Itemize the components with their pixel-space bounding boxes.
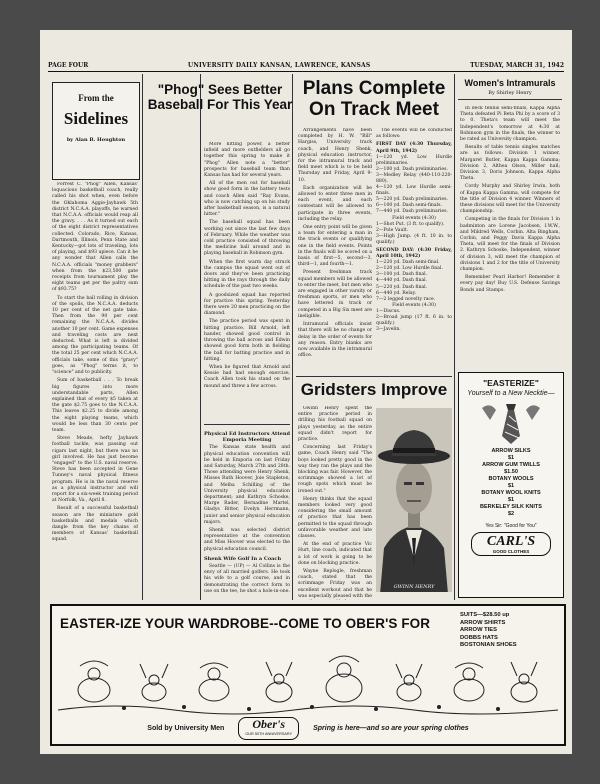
golf-headline: Shenk Wife Golf In a Coach bbox=[204, 555, 282, 562]
sidelines-paragraph: Forrest C. "Phog" Allen, Kansas' loquacious basketball coach, really called his shot when, even before the Oklahoma Aggie-Jayhawk 5th district N.C.A.A. playoffs, he warned that N.C.A.A. officials would reap all the gravy. . . . As it turned out each of the eight district representatives collected. Colorado, Rice, Kansas, Dartmouth, Illinois, Penn State and Kentucky—got lots of traveling, lots of playing, and $93 apiece. Can it be any wonder that Allen calls the N.C.A.A. officials "money grabbers" when from the $23,500 gate receipts from tournament play the eight teams get per the paltry sum of $93.75? bbox=[52, 182, 138, 293]
carls-item-name: BERKELEY SILK KNITS bbox=[480, 504, 542, 510]
phog-paragraph: A goodsized squad has reported for practice this spring. Yesterday there were 20 men practicing on the diamond. bbox=[204, 292, 290, 317]
section-rule bbox=[204, 424, 290, 425]
events-intro: The events will be conducted as follows: bbox=[376, 128, 452, 140]
obers-footer-right: Spring is here—and so are your spring clothes bbox=[313, 724, 469, 732]
newspaper-page bbox=[40, 30, 572, 754]
phog-paragraph: The practice period was spent in hitting practice. Bill Arnold, left hander, showed good control in throwing the ball across and Edwin showed good form both in fielding the ball for batting practice and in hitting. bbox=[204, 319, 290, 362]
header-rule bbox=[48, 71, 564, 72]
phys-ed-column bbox=[204, 428, 290, 600]
carls-tagline: Yes Sir: "Good for You" bbox=[485, 523, 537, 529]
carls-item-name: ARROW GUM TWILLS bbox=[482, 462, 540, 468]
women-paragraph: Results of table tennis singles matches are as follows: Division 1 winner, Margaret Butler, Kappa Kappa Gamma; Division 2, Althea Olson, Miller hall; Division 3, Doris Johnson, Kappa Alpha Theta. bbox=[460, 145, 560, 182]
event-item: Field events (4:30) bbox=[392, 215, 436, 221]
sidelines-paragraph: Sum of basketball . . . To break big figures into more understandable parts, Allen explained that of every $5 taken at the gate $2.75 goes to the N.C.A.A. This leaves $2.25 to divide among the eight playing teams, which would be less than 30 cents per team. bbox=[52, 378, 138, 433]
gridsters-column bbox=[298, 406, 372, 600]
event-item: Field events (4:30) bbox=[392, 302, 436, 308]
event-item: 7—2 legged novelty race. bbox=[376, 296, 436, 302]
track-paragraph: Present freshman track squad members will be allowed to enter the meet, but men who are engaged in other varsity or freshman sports, or men who have lettered in track or competed in a Big Six meet are ineligible. bbox=[298, 270, 372, 319]
women-byline: By Shirley Henry bbox=[488, 90, 532, 96]
women-paragraph: Cordy Murphy and Shirley Irwin, both of Kappa Kappa Gamma, will compete for the title of Division 4 winner. Winners of these divisions will meet for the University championship. bbox=[460, 184, 560, 215]
carls-item-name: BOTANY WOOLS bbox=[488, 476, 534, 482]
event-item: 7—440 yd. Dash preliminaries. bbox=[376, 209, 448, 215]
event-item: 1—Discus. bbox=[376, 308, 401, 314]
track-paragraph: Each organization will be allowed to enter three men in each event, and each contestant will be allowed to participate in three events, including the relay. bbox=[298, 185, 372, 222]
obers-brand-sub: OUR 50TH ANNIVERSARY bbox=[245, 731, 293, 736]
phys-ed-paragraph: The Kansas state health and physical education convention will be held in Emporia on last Friday and Saturday, March 27th and 28th. Those attending were Henry Shenk, Misses Ruth Hoover, Joie Stapleton, and Melba Schilling of the University physical education department; and Kathryn Schoske, Marge Rader, Bernadine Martel, Gladys Bitter, Evelyn Herrmann, junior and senior physical education majors. bbox=[204, 445, 290, 525]
carls-ad bbox=[458, 372, 564, 598]
gridsters-headline: Gridsters Improve bbox=[300, 380, 448, 399]
column-divider bbox=[292, 74, 293, 600]
track-paragraph: Intramural officials insist that there will be no change or delay in the order of events for any reason. Entry blanks are now available in the intramural office. bbox=[298, 322, 372, 359]
day2-heading: SECOND DAY: (4:30 Friday, April 10th, 1942) bbox=[376, 248, 452, 260]
phys-ed-headline: Physical Ed Instructors Attend Emporia Meeting bbox=[204, 431, 290, 444]
sidelines-title-top: From the bbox=[78, 93, 114, 103]
obers-item: SUITS—$28.50 up bbox=[460, 612, 510, 618]
phog-paragraph: More hitting power, a better infield and more outfielders all go together this spring to make it "Phog" Allen note a "better" prospects for baseball team than Kansas has had for several years. bbox=[204, 142, 290, 179]
carls-item-price: $1 bbox=[507, 497, 515, 503]
obers-item: ARROW TIES bbox=[460, 627, 498, 634]
sidelines-paragraph: To start the ball rolling in division of the spoils, the N.C.A.A. deducts 10 per cent of the net gate take. Then from the 90 per cent remaining the N.C.A.A. divides another 10 per cent. Game expenses and traveling costs are next deducted. What is left is divided among the participating teams. Of the total 25 per cent which N.C.A.A. officials take, some of this "gravy" goes, as "Phog" terms it, to "science" and to publicity. bbox=[52, 295, 138, 376]
women-header bbox=[458, 78, 562, 100]
sidelines-byline: by Alan B. Houghton bbox=[66, 137, 126, 143]
track-column bbox=[298, 128, 372, 372]
portrait-illustration bbox=[376, 408, 452, 592]
obers-item-list bbox=[460, 612, 560, 650]
phys-ed-paragraph: Shenk was selected district representative at the convention and Miss Hoover was elected to the physical education council. bbox=[204, 528, 290, 552]
obers-item: ARROW SHIRTS bbox=[460, 619, 506, 626]
sidelines-paragraph: Result of a successful basketball season are the miniature gold basketballs and medals which dangle from the key chains of members of Kansas' basketball squad. bbox=[52, 506, 138, 543]
sidelines-title: Sidelines bbox=[63, 109, 129, 128]
event-item: 4—440 yd. Dash final. bbox=[376, 278, 428, 284]
column-divider bbox=[454, 74, 455, 600]
women-column bbox=[460, 106, 560, 364]
gridsters-paragraph: Henry thinks that the squad members looked very good considering the small amount of practice that has been permitted to the squad through unfavorable weather and late classes. bbox=[298, 496, 372, 540]
obers-footer bbox=[52, 718, 564, 738]
carls-items bbox=[459, 448, 563, 518]
carls-item-price: $2 bbox=[507, 511, 515, 517]
carls-logo bbox=[471, 532, 551, 556]
gridsters-paragraph: Gwinn Henry spent the entire practice period in drilling his football squad on plays yesterday, as the entire squad didn't report for practice. bbox=[298, 406, 372, 443]
track-events-list bbox=[376, 128, 452, 372]
column-divider bbox=[142, 74, 143, 600]
carls-brand: CARL'S bbox=[486, 534, 536, 549]
sidelines-header-box bbox=[52, 82, 140, 180]
phog-paragraph: When the first warm day struck the campus the squad went out of doors and they've been practicing hitting in the rays through the daily schedule of the past two weeks. bbox=[204, 259, 290, 290]
event-item: 3—100 yd. Dash final. bbox=[376, 272, 428, 278]
event-item: 1—220 yd. Dash semi-final. bbox=[376, 260, 440, 266]
carls-head2: Yourself to a New Necktie— bbox=[467, 390, 555, 397]
gridsters-paragraph: Wayne Replogle, freshman coach, stated that the scrimmage Friday was an excellent workout and that he was especially pleased with the bbox=[298, 569, 372, 599]
carls-item-name: BOTANY WOOL KNITS bbox=[481, 490, 541, 496]
gridsters-paragraph: At the end of practice Vic Hurt, line coach, indicated that a lot of work is going to be done on blocking practice. bbox=[298, 542, 372, 566]
event-item: 1—Shot Put. (3 ft. to qualify). bbox=[376, 221, 445, 227]
obers-item: DOBBS HATS bbox=[460, 634, 498, 641]
event-item: 2—120 yd. Low Hurdle final. bbox=[376, 266, 443, 272]
gwinn-henry-photo bbox=[376, 408, 452, 592]
carls-item-name: ARROW SILKS bbox=[491, 448, 531, 454]
carls-item-price: $1 bbox=[507, 455, 515, 461]
easter-parade-illustration bbox=[54, 652, 562, 722]
event-item: 5—220 yd. Dash preliminaries. bbox=[376, 197, 448, 203]
women-paragraph: Competing in the finals for Division 1 in badminton are Lorene Jacobsen, I.W.W., and Mildred Wells, Corbin. Alta Bingham, Corbin, and Peggy Davis Kappa Alpha Theta, will meet for the finals of Division 2. Kathryn Schoske, Independent, winner of division 3, will meet the champion of divisions 1 and 2 for the title of University champion. bbox=[460, 217, 560, 273]
necktie-illustration bbox=[476, 402, 546, 444]
page-header bbox=[48, 60, 564, 70]
obers-ad bbox=[50, 604, 566, 746]
event-item: 3—Medley Relay (440-110-220-880). bbox=[376, 172, 452, 184]
column-divider bbox=[200, 74, 201, 600]
event-item: 4—120 yd. Low Hurdle semi-finals. bbox=[376, 185, 452, 197]
paper-name: UNIVERSITY DAILY KANSAN, LAWRENCE, KANSAS bbox=[187, 61, 371, 69]
event-item: 6—440 yd. Relay. bbox=[376, 290, 417, 296]
obers-headline: EASTER-IZE YOUR WARDROBE--COME TO OBER'S FOR bbox=[60, 616, 431, 631]
event-item: 5—220 yd. Dash final. bbox=[376, 284, 428, 290]
phog-paragraph: The baseball squad has been working out since the last few days of February. While the weather was cold practice consisted of throwing the medicine ball around and in playing baseball in Robinson gym. bbox=[204, 220, 290, 257]
phog-column bbox=[204, 142, 290, 422]
phog-paragraph: When he figured that Arnold and Kessie had had enough exercise, Coach Allen took his stand on the mound and threw a few across. bbox=[204, 364, 290, 389]
event-item: 1—120 yd. Low Hurdle preliminaries. bbox=[376, 154, 452, 166]
event-item: 3—High Jump. (4 ft. 10 in. to qualify.) bbox=[376, 233, 452, 245]
event-item: 6—100 yd. Dash semi-finals. bbox=[376, 203, 442, 209]
page-number: PAGE FOUR bbox=[48, 61, 89, 69]
women-paragraph: In deck tennis semi-finals, Kappa Alpha Theta defeated Pi Beta Phi by a score of 3 to 0. Theta's team will meet the Independent's tomorrow at 4:30 at Robinson gym in the finals, the winner to be rated as University champion. bbox=[460, 106, 560, 143]
women-paragraph: Remember Pearl Harbor! Remember it every pay day! Buy U.S. Defense Savings Bonds and Stamps. bbox=[460, 275, 560, 293]
event-item: 2—100 yd. Dash preliminaries. bbox=[376, 166, 448, 172]
phog-headline: "Phog" Sees Better Baseball For This Year bbox=[147, 82, 293, 112]
track-paragraph: Arrangements have been completed by H. W. "Bill" Hargiss, University track coach, and Henry Shenk, physical education instructor, for the intramural track and field meet which is to be held Thursday and Friday, April 9-10. bbox=[298, 128, 372, 183]
photo-caption: GWINN HENRY bbox=[393, 584, 435, 590]
track-paragraph: One entry point will be given a team for entering a man in the track events or qualifying one in the field events. Points in the finals will be scored on a basis of first—5, second—3, third—1, and fourth—1. bbox=[298, 225, 372, 268]
sidelines-paragraph: Steve Meade, hefty Jayhawk football tackle, was passing out cigars last night, but there was no girl involved. He has just become "engaged" to the U.S. naval reserve. Steve has been accepted in Gene Tunney's naval physical fitness program. He is in the naval reserve as a physical instructor and will report for a six-week training period at Norfolk, Va., April 8. bbox=[52, 436, 138, 504]
event-item: 2—Broad jump (17 ft. 6 in. to qualify.) bbox=[376, 315, 452, 327]
track-headline: Plans Complete On Track Meet bbox=[302, 78, 446, 120]
sidelines-column bbox=[52, 182, 138, 600]
obers-brand: Ober's bbox=[252, 716, 286, 731]
gridsters-paragraph: Concerning last Friday's game, Coach Henry said "The boys looked pretty good in the way they ran the plays and the blocking was fair. However, the scrimmage showed a lot of rough spots which must be ironed out." bbox=[298, 445, 372, 494]
carls-head1: "EASTERIZE" bbox=[483, 378, 539, 388]
event-item: 3—Javelin. bbox=[376, 327, 401, 333]
event-item: 2—Pole Vault. bbox=[376, 227, 409, 233]
obers-logo bbox=[238, 717, 299, 740]
obers-item: BOSTONIAN SHOES bbox=[460, 642, 517, 649]
section-rule bbox=[296, 376, 452, 377]
women-headline: Women's Intramurals bbox=[464, 78, 556, 88]
obers-footer-left: Sold by University Men bbox=[147, 724, 225, 732]
issue-date: TUESDAY, MARCH 31, 1942 bbox=[470, 61, 564, 69]
golf-paragraph: Seattle — (UP) — Al Collins is the envy of all married golfers. He took his wife to a golf course, and in demonstrating the correct form to use on the tee, he shot a hole-in-one. bbox=[204, 564, 290, 594]
day1-heading: FIRST DAY (4:30 Thursday, April 9th, 1942) bbox=[376, 142, 452, 154]
carls-item-price: $1.50 bbox=[504, 469, 518, 475]
phog-paragraph: All of the men out for baseball show good form in the battery tests and coach Allen said "Ray Evans, who is now catching up on his study after basketball season, is a natural hitter." bbox=[204, 181, 290, 218]
carls-item-price: $1 bbox=[507, 483, 515, 489]
carls-brand-sub: GOOD CLOTHES bbox=[492, 549, 530, 554]
